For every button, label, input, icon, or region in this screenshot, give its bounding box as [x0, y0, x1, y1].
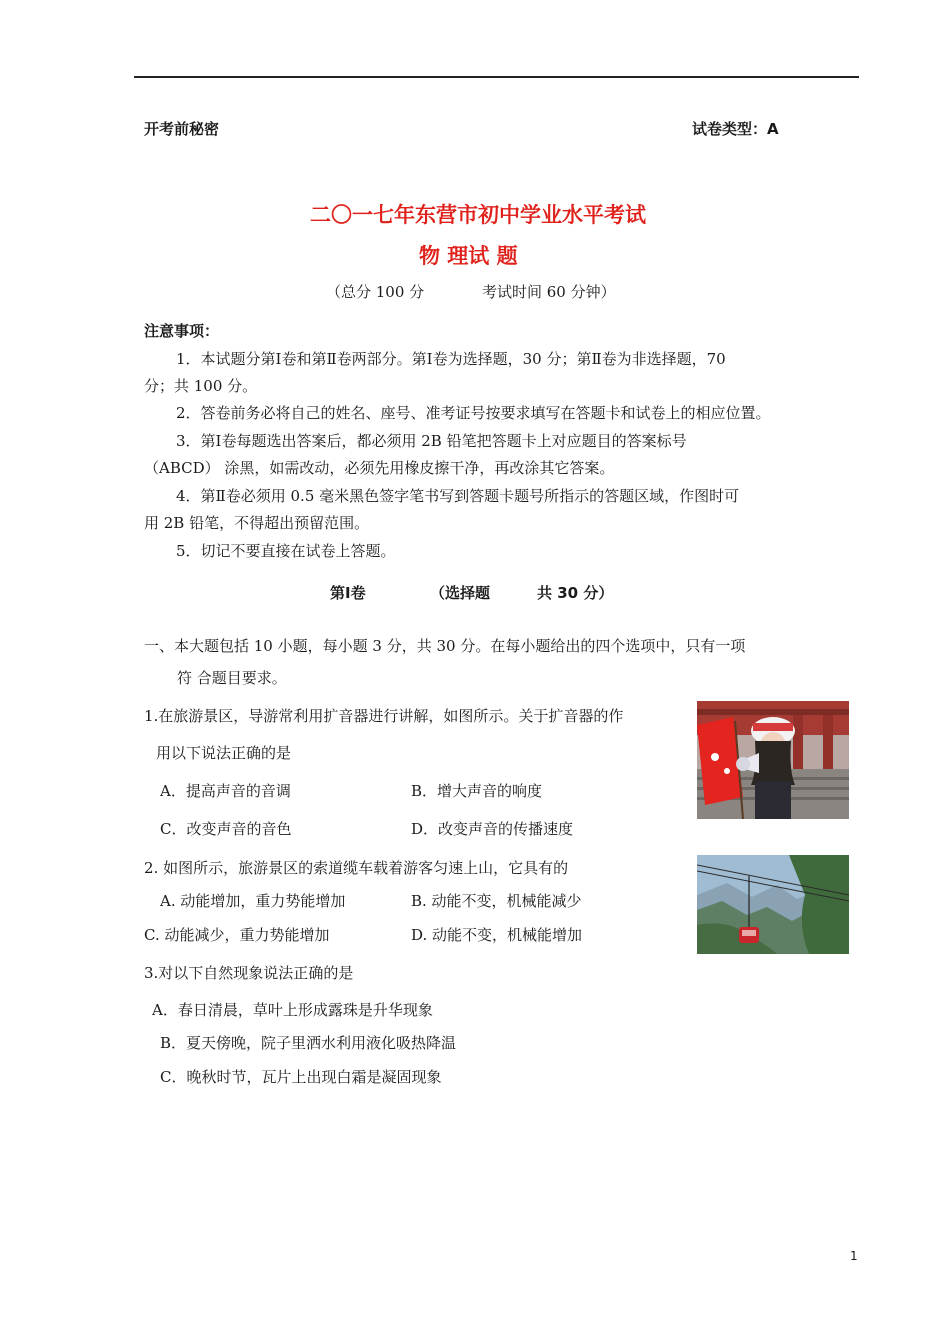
- section-kind: （选择题: [430, 584, 491, 602]
- question-1-stem: 1.在旅游景区，导游常利用扩音器进行讲解，如图所示。关于扩音器的作: [144, 707, 624, 725]
- q3-option-c: C．晚秋时节，瓦片上出现白霜是凝固现象: [160, 1068, 442, 1086]
- question-2-stem: 2. 如图所示，旅游景区的索道缆车载着游客匀速上山，它具有的: [144, 859, 569, 877]
- exam-title: 二〇一七年东营市初中学业水平考试: [310, 203, 646, 227]
- q2-option-d: D. 动能不变，机械能增加: [411, 926, 583, 944]
- total-score: （总分 100 分: [326, 283, 425, 301]
- q1-option-d: D．改变声音的传播速度: [411, 820, 574, 838]
- top-rule: [134, 76, 859, 78]
- q3-option-b: B．夏天傍晚，院子里洒水利用液化吸热降温: [160, 1034, 457, 1052]
- note-line: 1．本试题分第Ⅰ卷和第Ⅱ卷两部分。第Ⅰ卷为选择题，30 分；第Ⅱ卷为非选择题，70: [176, 350, 726, 368]
- q3-option-a: A．春日清晨，草叶上形成露珠是升华现象: [152, 1001, 433, 1019]
- question-1-stem-cont: 用以下说法正确的是: [156, 744, 292, 762]
- note-line: 5．切记不要直接在试卷上答题。: [176, 542, 396, 560]
- exam-time: 考试时间 60 分钟）: [482, 283, 616, 301]
- q1-option-c: C．改变声音的音色: [160, 820, 292, 838]
- confidential-label: 开考前秘密: [144, 120, 220, 138]
- paper-type-label: 试卷类型：A: [692, 120, 779, 138]
- notes-heading: 注意事项：: [144, 322, 220, 340]
- instruction-line: 一、本大题包括 10 小题，每小题 3 分，共 30 分。在每小题给出的四个选项中，只有一项: [144, 637, 746, 655]
- q2-option-b: B. 动能不变，机械能减少: [411, 892, 582, 910]
- cable-car-photo: [697, 855, 849, 954]
- note-line: 分；共 100 分。: [144, 377, 258, 395]
- question-3-stem: 3.对以下自然现象说法正确的是: [144, 964, 354, 982]
- q1-option-b: B．增大声音的响度: [411, 782, 543, 800]
- note-line: 3．第Ⅰ卷每题选出答案后，都必须用 2B 铅笔把答题卡上对应题目的答案标号: [176, 432, 687, 450]
- tour-guide-photo: [697, 701, 849, 819]
- q2-option-c: C. 动能减少，重力势能增加: [144, 926, 330, 944]
- instruction-line: 符 合题目要求。: [177, 669, 287, 687]
- section-total: 共 30 分）: [537, 584, 614, 602]
- note-line: 2．答卷前务必将自己的姓名、座号、准考证号按要求填写在答题卡和试卷上的相应位置。: [176, 404, 771, 422]
- q1-option-a: A．提高声音的音调: [160, 782, 291, 800]
- page-number: 1: [850, 1249, 858, 1263]
- q2-option-a: A. 动能增加，重力势能增加: [160, 892, 346, 910]
- note-line: 用 2B 铅笔，不得超出预留范围。: [144, 514, 370, 532]
- subject-title: 物 理试 题: [419, 244, 518, 268]
- note-line: 4．第Ⅱ卷必须用 0.5 毫米黑色签字笔书写到答题卡题号所指示的答题区域，作图时可: [176, 487, 740, 505]
- note-line: （ABCD） 涂黑，如需改动，必须先用橡皮擦干净，再改涂其它答案。: [144, 459, 615, 477]
- section-part: 第Ⅰ卷: [330, 584, 366, 602]
